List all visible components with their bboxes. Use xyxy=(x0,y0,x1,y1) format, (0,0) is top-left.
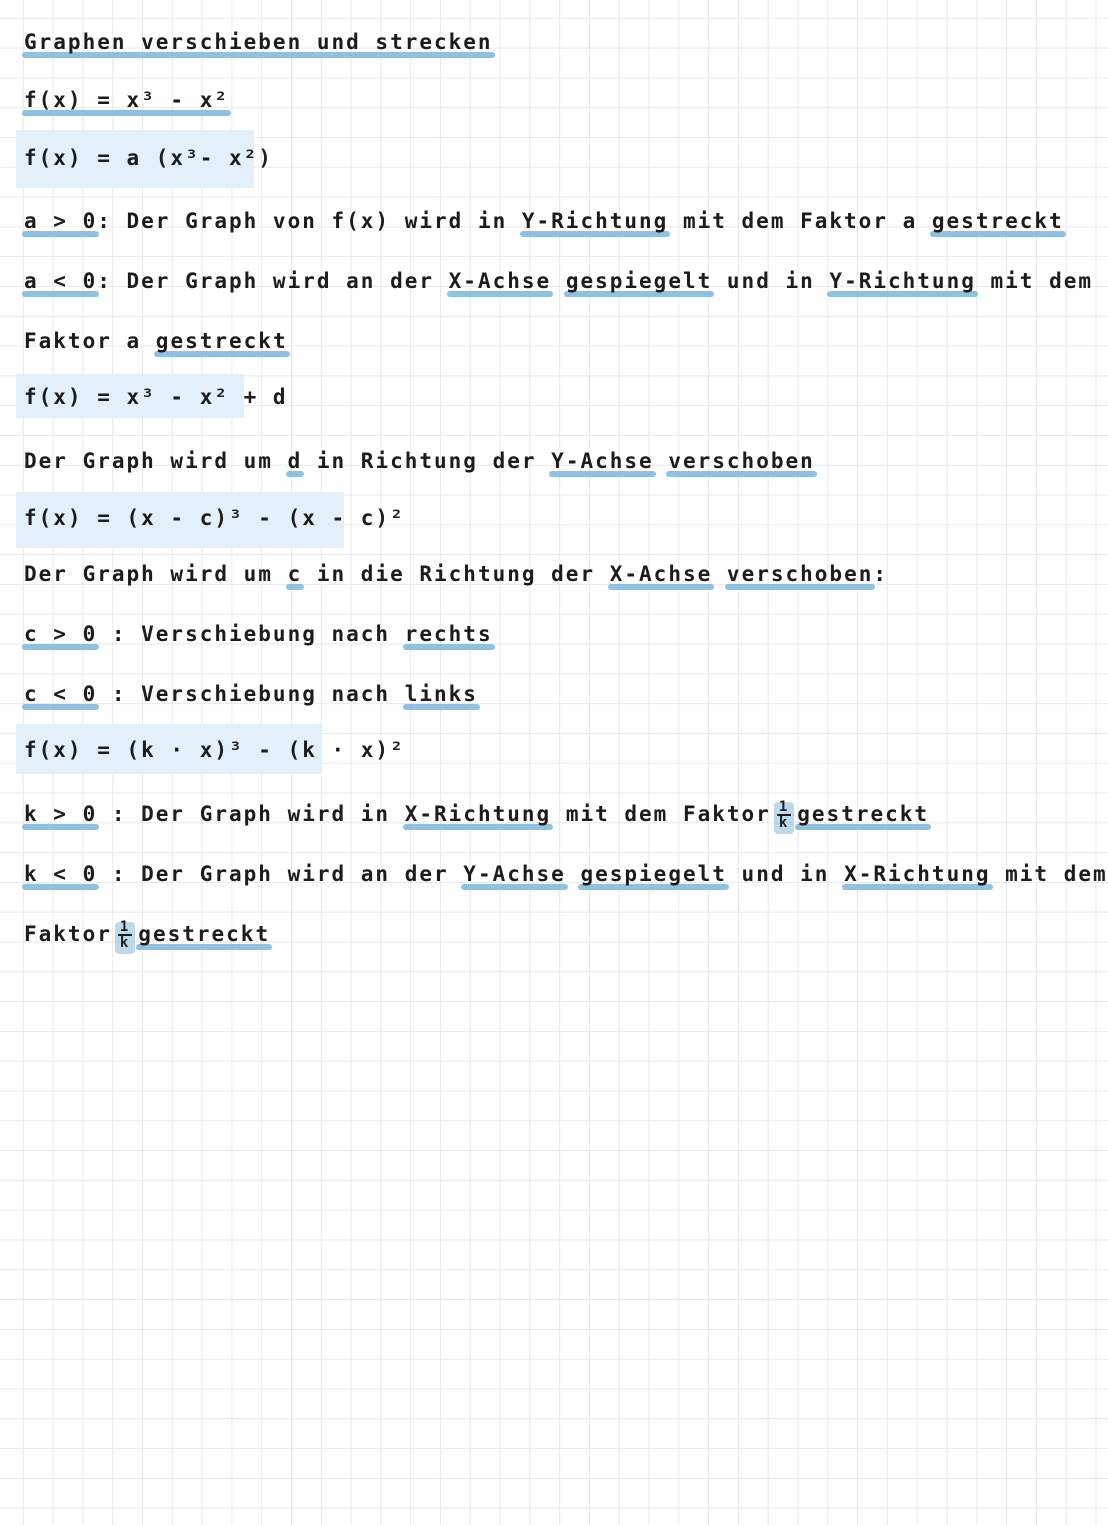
underlined-term: Y-Achse xyxy=(463,862,566,886)
underlined-term: gestreckt xyxy=(155,329,288,353)
underlined-term: verschoben xyxy=(726,562,874,586)
text xyxy=(654,449,669,473)
text: mit dem xyxy=(975,269,1094,293)
underlined-term: gestreckt xyxy=(797,802,930,826)
underlined-term: gespiegelt xyxy=(580,862,727,886)
text: Faktor xyxy=(24,922,112,946)
text: : Der Graph von f(x) wird in xyxy=(97,209,522,233)
fraction-denominator: k xyxy=(119,935,131,951)
text xyxy=(551,269,566,293)
cond-c-positive: c > 0 xyxy=(24,622,98,646)
underlined-term: Y-Richtung xyxy=(829,269,976,293)
underlined-term: X-Achse xyxy=(448,269,552,293)
rule-a-negative-cont xyxy=(24,327,288,355)
text: mit dem Faktor a xyxy=(668,209,932,233)
formula-k: f(x) = (k · x)³ - (k · x)² xyxy=(24,738,405,762)
page-title xyxy=(24,28,493,56)
rule-c-negative xyxy=(24,680,478,708)
underlined-term: Y-Richtung xyxy=(521,209,669,233)
fraction-one-over-k xyxy=(777,800,791,830)
text: : Der Graph wird an der xyxy=(97,862,464,886)
underlined-term: X-Achse xyxy=(609,562,713,586)
cond-a-positive: a > 0 xyxy=(24,209,98,233)
text: in Richtung der xyxy=(302,449,552,473)
underlined-term: rechts xyxy=(404,622,493,646)
rule-a-positive xyxy=(24,207,1064,235)
formula-a: f(x) = a (x³- x²) xyxy=(24,146,273,170)
rule-k-negative-cont xyxy=(24,920,270,950)
text: : Der Graph wird in xyxy=(97,802,405,826)
cond-k-negative: k < 0 xyxy=(24,862,98,886)
title-text: Graphen verschieben und strecken xyxy=(24,30,493,54)
cond-k-positive: k > 0 xyxy=(24,802,98,826)
text: und in xyxy=(712,269,830,293)
text: : xyxy=(873,562,889,586)
rule-d xyxy=(24,447,815,475)
underlined-term: gestreckt xyxy=(931,209,1064,233)
fraction-denominator: k xyxy=(778,815,790,831)
underlined-term: links xyxy=(404,682,478,706)
text: : Verschiebung nach xyxy=(97,682,405,706)
text: Der Graph wird um xyxy=(24,562,288,586)
text: mit dem xyxy=(990,862,1108,886)
underlined-term: Y-Achse xyxy=(551,449,654,473)
underlined-term: verschoben xyxy=(668,449,815,473)
rule-a-negative xyxy=(24,267,1093,295)
underlined-term: gestreckt xyxy=(138,922,271,946)
text: Der Graph wird um xyxy=(24,449,288,473)
underlined-term: gespiegelt xyxy=(565,269,713,293)
underlined-term: X-Richtung xyxy=(404,802,552,826)
rule-k-negative xyxy=(24,860,1108,888)
text: in die Richtung der xyxy=(302,562,610,586)
rule-c xyxy=(24,560,888,588)
underlined-term: X-Richtung xyxy=(844,862,991,886)
text xyxy=(566,862,581,886)
text: und in xyxy=(726,862,845,886)
fraction-numerator: 1 xyxy=(119,919,131,935)
formula-base-text: f(x) = x³ - x² xyxy=(24,88,230,112)
cond-a-negative: a < 0 xyxy=(24,269,98,293)
fraction-one-over-k xyxy=(118,920,132,950)
formula-c: f(x) = (x - c)³ - (x - c)² xyxy=(24,506,405,530)
rule-k-positive xyxy=(24,800,929,830)
formula-d: f(x) = x³ - x² + d xyxy=(24,385,288,409)
underlined-term: c xyxy=(287,562,303,586)
fraction-numerator: 1 xyxy=(778,799,790,815)
text: : Verschiebung nach xyxy=(97,622,405,646)
text xyxy=(712,562,727,586)
cond-c-negative: c < 0 xyxy=(24,682,98,706)
text: Faktor a xyxy=(24,329,156,353)
underlined-term: d xyxy=(287,449,303,473)
text: mit dem Faktor xyxy=(551,802,771,826)
text: : Der Graph wird an der xyxy=(97,269,449,293)
formula-base xyxy=(24,86,229,114)
rule-c-positive xyxy=(24,620,493,648)
